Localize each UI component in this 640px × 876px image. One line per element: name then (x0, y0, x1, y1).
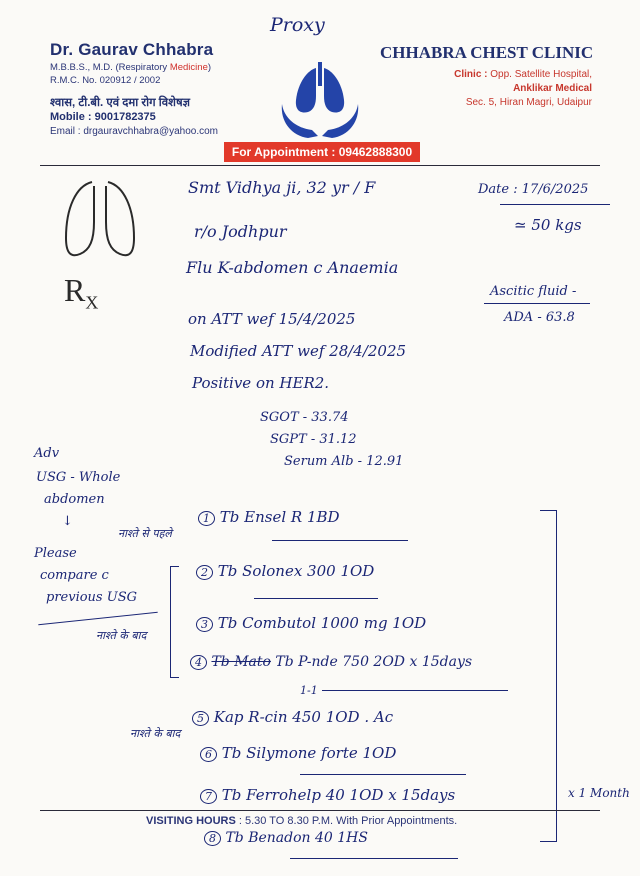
proxy-note: Proxy (270, 14, 325, 36)
registration-number: R.M.C. No. 020912 / 2002 (50, 75, 161, 86)
header-divider (40, 165, 600, 166)
appointment-banner: For Appointment : 09462888300 (224, 142, 420, 162)
meds-right-bracket (540, 510, 557, 842)
footer-divider (40, 810, 600, 811)
rx-symbol: $R_X$ (64, 272, 99, 313)
med-item-8: 8 Tb Benadon 40 1HS (204, 830, 368, 846)
date-underline (500, 204, 610, 205)
ascitic-underline (484, 303, 590, 304)
history-item-1: on ATT wef 15/4/2025 (188, 310, 356, 328)
clinic-address: Clinic : Opp. Satellite Hospital, Anklikar Medical Sec. 5, Hiran Magri, Udaipur (454, 69, 592, 108)
dose-line-2 (254, 598, 378, 599)
residence-line: r/o Jodhpur (194, 222, 287, 241)
mobile-number: Mobile : 9001782375 (50, 111, 156, 123)
clinic-logo-icon (278, 58, 362, 140)
med-4-tick: 1-1 (300, 684, 318, 697)
doctor-degree: M.B.B.S., M.D. (Respiratory Medicine) (50, 62, 212, 73)
lungs-outline-icon (62, 178, 138, 270)
advice-line-2: USG - Whole (36, 470, 121, 485)
advice-line-1: Adv (34, 446, 60, 461)
lab-sgpt: SGPT - 31.12 (270, 432, 357, 447)
dose-line-8 (290, 858, 458, 859)
hindi-specialty: श्वास, टी.बी. एवं दमा रोग विशेषज्ञ (50, 97, 190, 109)
med-item-4: 4 Tb Mato Tb P-nde 750 2OD x 15days (190, 654, 472, 670)
timing-note-1: नाश्ते से पहले (118, 527, 172, 540)
med-item-7: 7 Tb Ferrohelp 40 1OD x 15days (200, 786, 455, 804)
advice-line-4: Please (34, 546, 77, 561)
advice-line-5: compare c (40, 568, 109, 583)
clinic-name: CHHABRA CHEST CLINIC (380, 43, 594, 62)
patient-line: Smt Vidhya ji, 32 yr / F (188, 178, 376, 197)
advice-line-3: abdomen (44, 492, 105, 507)
advice-arrow: ↓ (62, 514, 73, 529)
dose-line-1 (272, 540, 408, 541)
ascitic-fluid-label: Ascitic fluid - (490, 284, 577, 299)
course-duration: x 1 Month (568, 786, 630, 800)
med-item-6: 6 Tb Silymone forte 1OD (200, 744, 396, 762)
lab-albumin: Serum Alb - 12.91 (284, 454, 404, 469)
advice-underline (38, 612, 157, 626)
advice-line-6: previous USG (46, 590, 137, 605)
ada-value: ADA - 63.8 (504, 310, 575, 325)
med-item-1: 1 Tb Ensel R 1BD (198, 508, 340, 526)
history-item-3: Positive on HER2. (192, 374, 330, 392)
dose-line-4 (322, 690, 508, 691)
med-item-3: 3 Tb Combutol 1000 mg 1OD (196, 614, 426, 632)
diagnosis-line: Flu K-abdomen c Anaemia (186, 258, 399, 277)
dose-line-6 (300, 774, 466, 775)
timing-note-2: नाश्ते के बाद (96, 629, 147, 642)
meds-left-bracket (170, 566, 179, 678)
timing-note-3: नाश्ते के बाद (130, 727, 181, 740)
lab-sgot: SGOT - 33.74 (260, 410, 349, 425)
med-item-2: 2 Tb Solonex 300 1OD (196, 562, 374, 580)
med-item-5: 5 Kap R-cin 450 1OD . Ac (192, 708, 393, 726)
email-address: Email : drgauravchhabra@yahoo.com (50, 126, 219, 137)
date-line: Date : 17/6/2025 (478, 182, 589, 197)
doctor-name: Dr. Gaurav Chhabra (50, 40, 214, 59)
visiting-hours: VISITING HOURS : 5.30 TO 8.30 P.M. With Prior Appointments. (146, 815, 458, 827)
history-item-2: Modified ATT wef 28/4/2025 (190, 342, 407, 360)
weight-line: ≃ 50 kgs (514, 216, 582, 234)
